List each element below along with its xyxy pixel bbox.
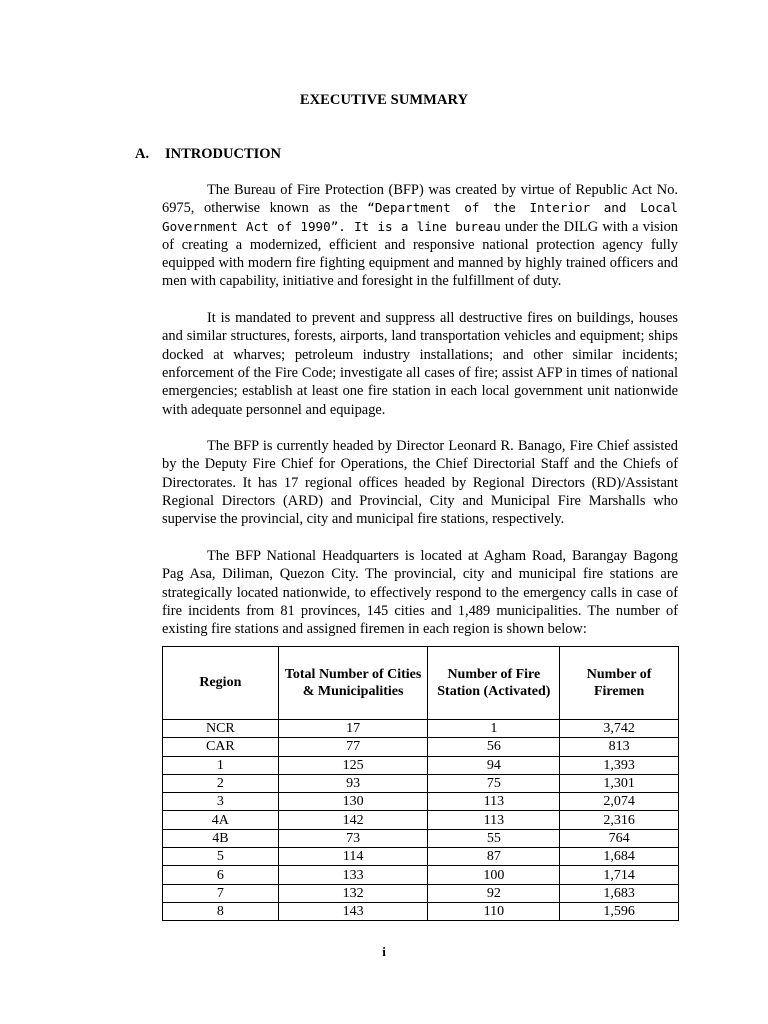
cell-fire-stations: 94 (428, 756, 560, 774)
cell-cities-municipalities: 114 (278, 848, 428, 866)
cell-firemen: 3,742 (560, 720, 679, 738)
paragraph-1-text-a: The Bureau of Fire Protection (BFP) was created by virtue of Republic Act No. 6975, otherwise known as the (162, 182, 678, 217)
table-row (163, 738, 679, 756)
table-row (163, 811, 679, 829)
cell-fire-stations: 92 (428, 884, 560, 902)
fire-stations-table (162, 646, 679, 921)
section-letter: A. (135, 146, 150, 162)
cell-cities-municipalities: 132 (278, 884, 428, 902)
introduction-body (162, 181, 678, 657)
cell-fire-stations: 113 (428, 793, 560, 811)
cell-cities-municipalities: 73 (278, 829, 428, 847)
page-number: i (382, 944, 386, 959)
paragraph-bfp-leadership: The BFP is currently headed by Director Leonard R. Banago, Fire Chief assisted by the Deputy Fire Chief for Operations, the Chief Directorial Staff and the Chiefs of Directorates. It has 17 regional offices headed by Regional Directors (RD)/Assistant Regional Directors (ARD) and Provincial, City and Municipal Fire Marshalls who supervise the provincial, city and municipal fire stations, respectively. (162, 438, 678, 528)
table-row (163, 866, 679, 884)
header-fire-stations: Number of Fire Station (Activated) (428, 647, 560, 720)
cell-cities-municipalities: 130 (278, 793, 428, 811)
header-cities-municipalities: Total Number of Cities & Municipalities (278, 647, 428, 720)
cell-region: 8 (163, 902, 279, 920)
cell-region: 4B (163, 829, 279, 847)
cell-cities-municipalities: 17 (278, 720, 428, 738)
cell-firemen: 1,714 (560, 866, 679, 884)
section-heading (135, 146, 281, 163)
cell-region: NCR (163, 720, 279, 738)
cell-region: 6 (163, 866, 279, 884)
cell-firemen: 813 (560, 738, 679, 756)
table-row (163, 829, 679, 847)
cell-firemen: 1,684 (560, 848, 679, 866)
cell-fire-stations: 87 (428, 848, 560, 866)
cell-fire-stations: 110 (428, 902, 560, 920)
cell-firemen: 1,596 (560, 902, 679, 920)
cell-fire-stations: 1 (428, 720, 560, 738)
cell-region: CAR (163, 738, 279, 756)
table-header-row (163, 647, 679, 720)
cell-cities-municipalities: 93 (278, 774, 428, 792)
cell-region: 3 (163, 793, 279, 811)
table-row (163, 902, 679, 920)
cell-firemen: 1,683 (560, 884, 679, 902)
section-title: INTRODUCTION (165, 146, 282, 162)
table-row (163, 756, 679, 774)
paragraph-bfp-creation (162, 181, 678, 291)
table-row (163, 793, 679, 811)
paragraph-1-text-c: under the DILG with a vision of creating a modernized, efficient and responsive national protection agency fully equipped with modern fire fighting equipment and manned by highly trained officers and men with capability, initiative and foresight in the fulfillment of duty. (162, 218, 678, 290)
paragraph-bfp-mandate: It is mandated to prevent and suppress all destructive fires on buildings, houses and similar structures, forests, airports, land transportation vehicles and equipment; ships docked at wharves; petroleum industry installations; and other similar incidents; enforcement of the Fire Code; investigate all cases of fire; assist AFP in times of national emergencies; establish at least one fire station in each local government unit nationwide with adequate personnel and equipage. (162, 310, 678, 418)
cell-cities-municipalities: 143 (278, 902, 428, 920)
cell-cities-municipalities: 142 (278, 811, 428, 829)
paragraph-bfp-headquarters: The BFP National Headquarters is located at Agham Road, Barangay Bagong Pag Asa, Diliman, Quezon City. The provincial, city and municipal fire stations are strategically located nationwide, to effectively respond to the emergency calls in case of fire incidents from 81 provinces, 145 cities and 1,489 municipalities. The number of existing fire stations and assigned firemen in each region is shown below: (162, 547, 678, 638)
cell-firemen: 1,393 (560, 756, 679, 774)
paragraph-1-act-name: “Department of the Interior and Local Government Act of 1990”. It is a line bureau (162, 200, 678, 234)
table-row (163, 720, 679, 738)
cell-region: 2 (163, 774, 279, 792)
cell-region: 7 (163, 884, 279, 902)
cell-region: 4A (163, 811, 279, 829)
document-title: EXECUTIVE SUMMARY (299, 92, 469, 108)
cell-fire-stations: 113 (428, 811, 560, 829)
cell-firemen: 764 (560, 829, 679, 847)
cell-fire-stations: 75 (428, 774, 560, 792)
cell-fire-stations: 55 (428, 829, 560, 847)
table-row (163, 848, 679, 866)
cell-region: 5 (163, 848, 279, 866)
table-row (163, 774, 679, 792)
cell-firemen: 2,316 (560, 811, 679, 829)
cell-firemen: 1,301 (560, 774, 679, 792)
table-row (163, 884, 679, 902)
header-region: Region (163, 647, 279, 720)
cell-cities-municipalities: 133 (278, 866, 428, 884)
cell-cities-municipalities: 125 (278, 756, 428, 774)
cell-cities-municipalities: 77 (278, 738, 428, 756)
header-firemen: Number of Firemen (560, 647, 679, 720)
cell-fire-stations: 56 (428, 738, 560, 756)
cell-firemen: 2,074 (560, 793, 679, 811)
cell-region: 1 (163, 756, 279, 774)
cell-fire-stations: 100 (428, 866, 560, 884)
table-body (163, 720, 679, 921)
